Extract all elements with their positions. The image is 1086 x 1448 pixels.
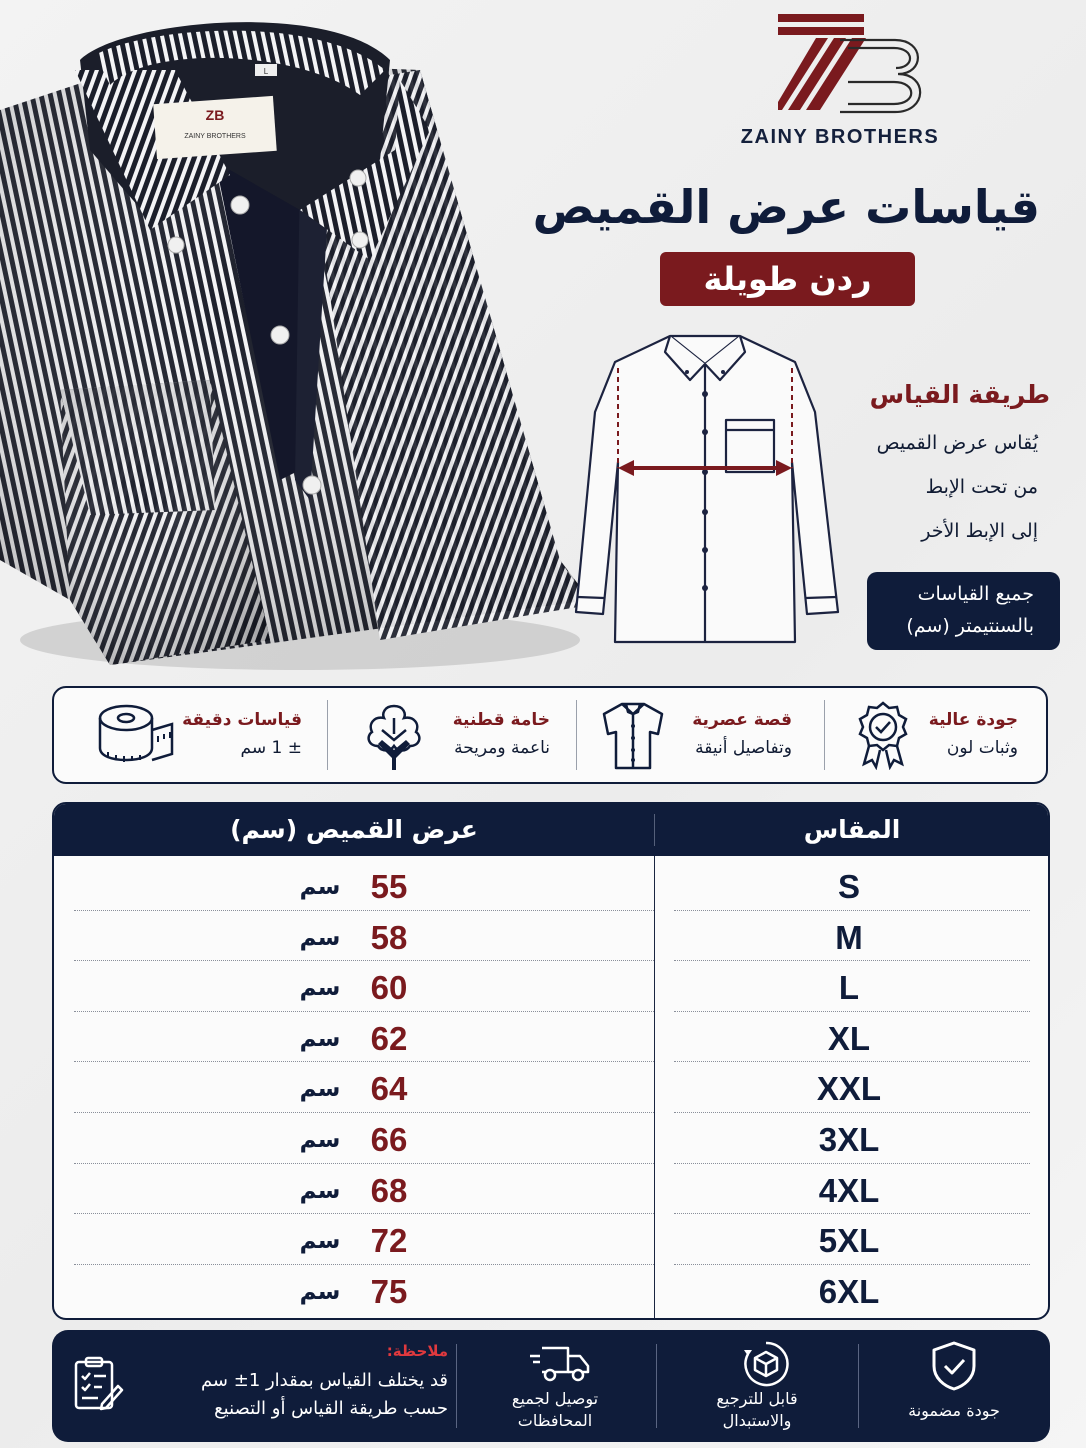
row-unit: سم — [299, 1228, 341, 1255]
feature-cut — [600, 688, 792, 782]
cotton-icon — [360, 700, 428, 772]
feature-cut-title: قصة عصرية — [692, 710, 792, 730]
footer-returns-line-1: قابل للترجيع — [716, 1389, 798, 1408]
shield-check-icon — [930, 1340, 978, 1392]
table-header — [54, 804, 1048, 856]
feature-divider — [824, 700, 825, 770]
sleeve-type-badge: ردن طويلة — [660, 252, 915, 306]
row-unit: سم — [299, 924, 341, 951]
row-unit: سم — [299, 1177, 341, 1204]
footer-bar — [52, 1330, 1050, 1442]
table-row — [54, 1214, 1048, 1265]
feature-cut-sub: وتفاصيل أنيقة — [695, 738, 792, 758]
features-strip — [52, 686, 1048, 784]
table-row — [54, 911, 1048, 962]
header-width: عرض القميص (سم) — [230, 815, 478, 844]
row-width-value: 75 — [370, 1272, 408, 1310]
row-unit: سم — [299, 1076, 341, 1103]
units-note-line-2: بالسنتيمتر (سم) — [906, 615, 1034, 637]
footer-note — [52, 1330, 452, 1442]
method-title: طريقة القياس — [869, 380, 1050, 409]
note-line-1: قد يختلف القياس بمقدار 1± سم — [200, 1370, 448, 1391]
method-line-2: من تحت الإبط — [925, 476, 1038, 498]
units-note-line-1: جميع القياسات — [917, 583, 1034, 605]
row-width-value: 64 — [370, 1070, 408, 1108]
table-row — [54, 1113, 1048, 1164]
feature-precision-sub: ± 1 سم — [240, 738, 302, 758]
row-size: S — [837, 868, 860, 905]
row-size: 6XL — [818, 1272, 880, 1310]
footer-delivery-line-1: توصيل لجميع — [511, 1389, 599, 1408]
table-row — [54, 860, 1048, 911]
table-row — [54, 961, 1048, 1012]
method-line-3: إلى الإبط الأخر — [921, 520, 1038, 542]
row-width-value: 60 — [370, 969, 408, 1007]
row-unit: سم — [299, 1278, 341, 1305]
table-row — [54, 1265, 1048, 1316]
svg-text:L: L — [263, 67, 269, 76]
svg-text:ZB: ZB — [205, 107, 225, 123]
feature-divider — [327, 700, 328, 770]
row-size: XL — [827, 1019, 871, 1057]
folded-shirt-photo — [0, 0, 590, 690]
row-width-value: 72 — [370, 1222, 408, 1260]
row-unit: سم — [299, 1025, 341, 1052]
row-unit: سم — [299, 975, 341, 1002]
footer-delivery — [462, 1330, 648, 1442]
page-title: قياسات عرض القميص — [532, 180, 1040, 234]
note-title: ملاحظة: — [386, 1342, 448, 1360]
quality-badge-icon — [854, 700, 912, 770]
row-unit: سم — [299, 874, 341, 900]
feature-precision — [96, 688, 302, 782]
row-size: 5XL — [818, 1222, 880, 1260]
feature-divider — [576, 700, 577, 770]
header-size: المقاس — [803, 815, 901, 844]
size-table — [52, 802, 1050, 1320]
method-line-1: يُقاس عرض القميص — [876, 432, 1038, 454]
header-divider — [654, 814, 655, 846]
footer-returns-line-2: والاستبدال — [722, 1411, 792, 1430]
footer-divider — [456, 1344, 457, 1428]
row-width-value: 55 — [370, 868, 408, 905]
note-line-2: حسب طريقة القياس أو التصنيع — [214, 1398, 448, 1419]
measuring-tape-icon — [96, 700, 176, 770]
table-row — [54, 1164, 1048, 1215]
row-size: 4XL — [818, 1171, 880, 1209]
shirt-measurement-diagram — [570, 322, 840, 652]
delivery-truck-icon — [528, 1344, 592, 1384]
feature-precision-title: قياسات دقيقة — [182, 710, 302, 730]
row-unit: سم — [299, 1127, 341, 1153]
row-size: L — [838, 969, 860, 1007]
row-width-value: 62 — [370, 1019, 408, 1057]
row-width-value: 58 — [370, 918, 408, 956]
feature-quality-title: جودة عالية — [928, 710, 1018, 730]
footer-divider — [656, 1344, 657, 1428]
footer-guarantee-label: جودة مضمونة — [908, 1401, 1000, 1420]
row-size: M — [835, 918, 863, 956]
table-row — [54, 1062, 1048, 1113]
brand-name: ZAINY BROTHERS — [740, 126, 940, 148]
units-note-box — [867, 572, 1060, 650]
feature-cotton-title: خامة قطنية — [452, 710, 550, 730]
footer-divider — [858, 1344, 859, 1428]
feature-cotton-sub: ناعمة ومريحة — [454, 738, 550, 758]
shirt-icon — [600, 700, 666, 772]
footer-guarantee — [858, 1330, 1050, 1442]
footer-delivery-line-2: المحافظات — [517, 1411, 593, 1430]
svg-text:ZAINY BROTHERS: ZAINY BROTHERS — [184, 133, 246, 140]
return-box-icon — [742, 1340, 790, 1388]
clipboard-note-icon — [72, 1356, 124, 1414]
row-size: XXL — [816, 1070, 882, 1108]
table-row — [54, 1012, 1048, 1063]
row-width-value: 68 — [370, 1171, 408, 1209]
feature-quality-sub: وثبات لون — [946, 738, 1018, 758]
feature-quality — [854, 688, 1018, 782]
row-size: 3XL — [818, 1121, 880, 1158]
footer-returns — [664, 1330, 850, 1442]
row-width-value: 66 — [370, 1121, 408, 1158]
feature-cotton — [360, 688, 550, 782]
